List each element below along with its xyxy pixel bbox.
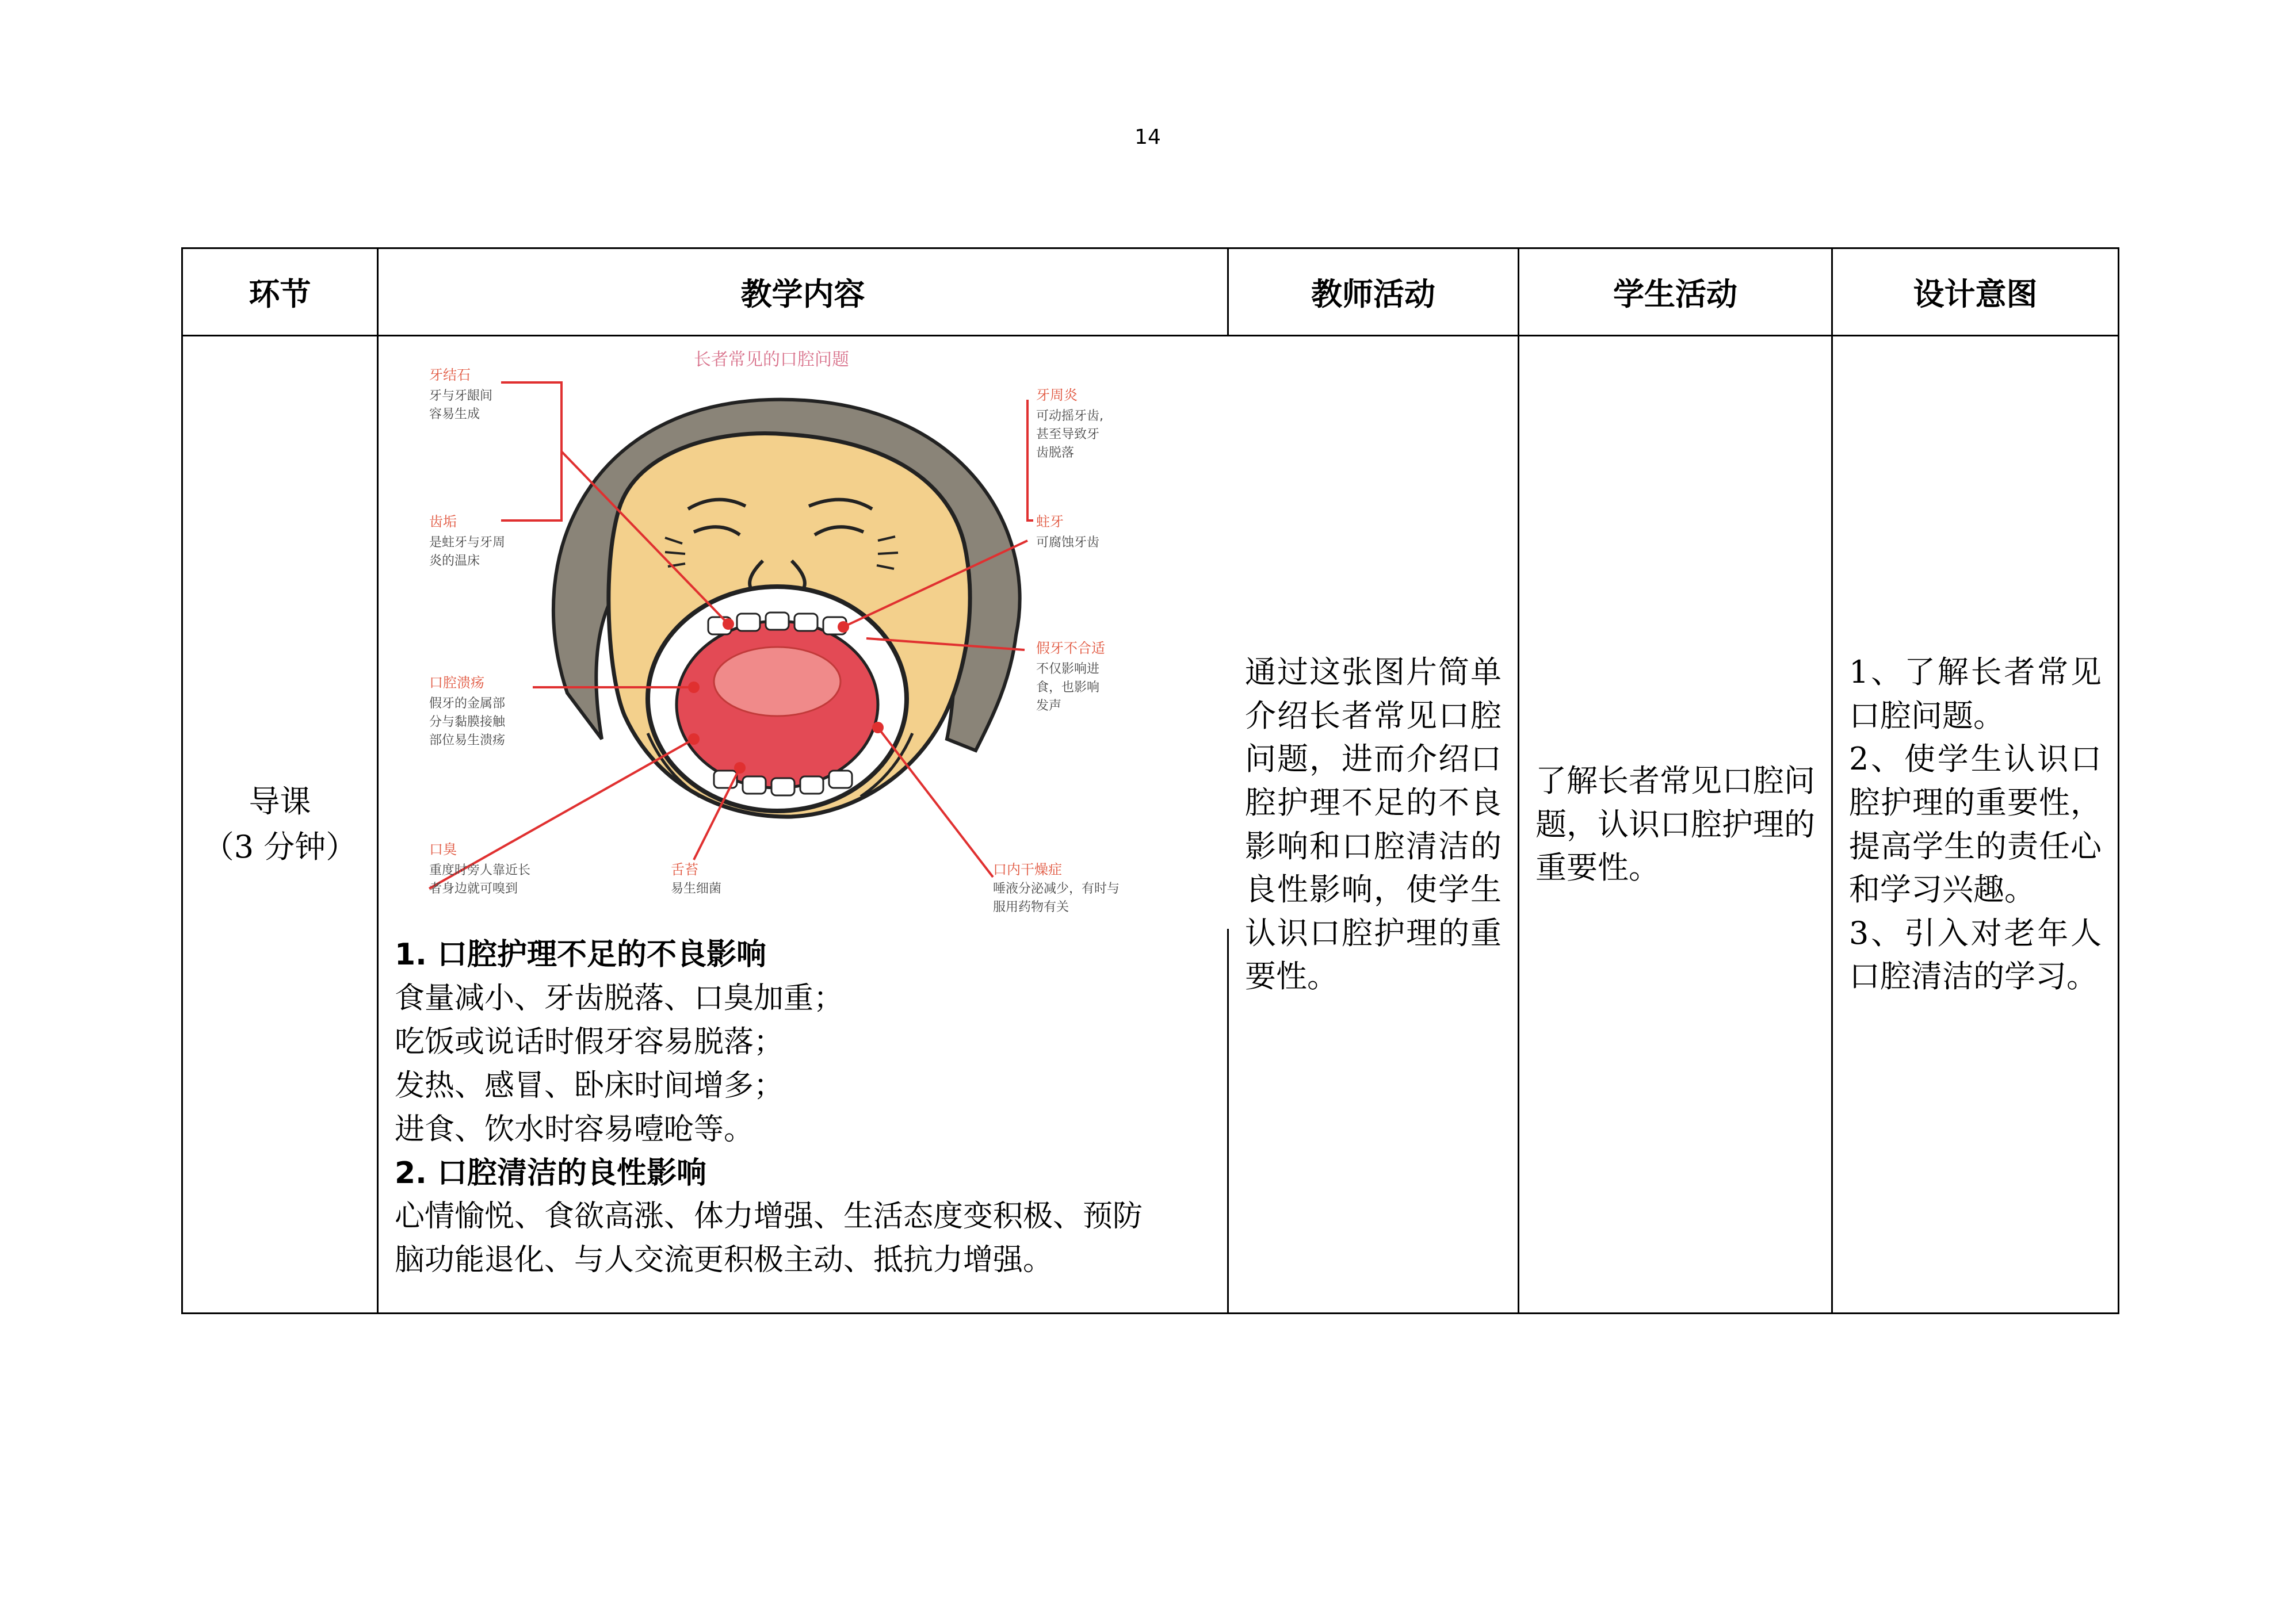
svg-text:假牙不合适: 假牙不合适 (1036, 640, 1105, 656)
svg-text:容易生成: 容易生成 (429, 407, 480, 422)
table-row (182, 336, 2119, 1314)
svg-text:口腔溃疡: 口腔溃疡 (429, 675, 484, 691)
svg-text:不仅影响进: 不仅影响进 (1036, 662, 1100, 676)
lesson-plan-table (181, 247, 2119, 1314)
oral-problems-figure (395, 336, 1229, 929)
svg-text:牙周炎: 牙周炎 (1036, 387, 1078, 403)
svg-text:食，也影响: 食，也影响 (1036, 680, 1100, 695)
svg-text:口内干燥症: 口内干燥症 (993, 862, 1062, 878)
teacher-activity-cell: 通过这张图片简单介绍长者常见口腔问题，进而介绍口腔护理不足的不良影响和口腔清洁的良性影响，使学生认识口腔护理的重要性。 (1228, 336, 1519, 1314)
svg-text:齿垢: 齿垢 (429, 514, 457, 530)
section1-line: 进食、饮水时容易噎呛等。 (395, 1112, 754, 1147)
header-design-intent: 设计意图 (1832, 248, 2119, 336)
student-activity-cell: 了解长者常见口腔问题，认识口腔护理的重要性。 (1519, 336, 1832, 1314)
design-intent-item: 2、使学生认识口腔护理的重要性，提高学生的责任心和学习兴趣。 (1849, 741, 2102, 908)
svg-text:可腐蚀牙齿: 可腐蚀牙齿 (1036, 535, 1100, 550)
svg-text:口臭: 口臭 (429, 841, 457, 858)
stage-cell (182, 336, 378, 1314)
header-teacher-activity: 教师活动 (1228, 248, 1519, 336)
svg-text:假牙的金属部: 假牙的金属部 (429, 696, 506, 711)
svg-text:可动摇牙齿,: 可动摇牙齿, (1036, 409, 1103, 423)
section1-line: 食量减小、牙齿脱落、口臭加重； (395, 981, 844, 1016)
header-stage: 环节 (182, 248, 378, 336)
svg-text:者身边就可嗅到: 者身边就可嗅到 (429, 882, 518, 896)
design-intent-item: 1、了解长者常见口腔问题。 (1849, 654, 2102, 734)
svg-text:易生细菌: 易生细菌 (671, 882, 722, 896)
section2-line: 心情愉悦、食欲高涨、体力增强、生活态度变积极、预防 (395, 1199, 1143, 1234)
design-intent-cell (1832, 336, 2119, 1314)
section1-line: 发热、感冒、卧床时间增多； (395, 1068, 784, 1103)
content-text (379, 929, 1227, 1283)
section2-line: 脑功能退化、与人交流更积极主动、抵抗力增强。 (395, 1243, 1053, 1278)
section2-title: 2. 口腔清洁的良性影响 (395, 1155, 707, 1191)
svg-text:重度时旁人靠近长: 重度时旁人靠近长 (429, 863, 531, 878)
figure-title: 长者常见的口腔问题 (694, 350, 849, 370)
svg-text:是蛀牙与牙周: 是蛀牙与牙周 (429, 535, 506, 550)
tongue (714, 647, 841, 716)
header-student-activity: 学生活动 (1519, 248, 1832, 336)
design-intent-item: 3、引入对老年人口腔清洁的学习。 (1849, 914, 2102, 995)
svg-text:分与黏膜接触: 分与黏膜接触 (429, 715, 506, 729)
svg-text:发声: 发声 (1036, 699, 1062, 713)
svg-text:炎的温床: 炎的温床 (429, 554, 480, 568)
svg-text:唾液分泌减少，有时与: 唾液分泌减少，有时与 (993, 882, 1120, 896)
header-content: 教学内容 (378, 248, 1228, 336)
svg-text:舌苔: 舌苔 (671, 862, 698, 878)
svg-text:牙与牙龈间: 牙与牙龈间 (429, 389, 493, 403)
page-number: 14 (1134, 125, 1161, 149)
svg-text:齿脱落: 齿脱落 (1036, 446, 1075, 460)
svg-text:蛀牙: 蛀牙 (1036, 514, 1064, 530)
content-cell (378, 336, 1228, 1314)
svg-text:牙结石: 牙结石 (429, 367, 471, 383)
section1-title: 1. 口腔护理不足的不良影响 (395, 937, 767, 972)
section1-line: 吃饭或说话时假牙容易脱落； (395, 1024, 784, 1059)
svg-text:服用药物有关: 服用药物有关 (993, 900, 1069, 914)
svg-text:部位易生溃疡: 部位易生溃疡 (429, 733, 506, 748)
stage-duration: （3 分钟） (203, 828, 357, 865)
stage-name: 导课 (249, 783, 311, 820)
table-header-row (182, 248, 2119, 336)
svg-text:甚至导致牙: 甚至导致牙 (1036, 427, 1100, 442)
